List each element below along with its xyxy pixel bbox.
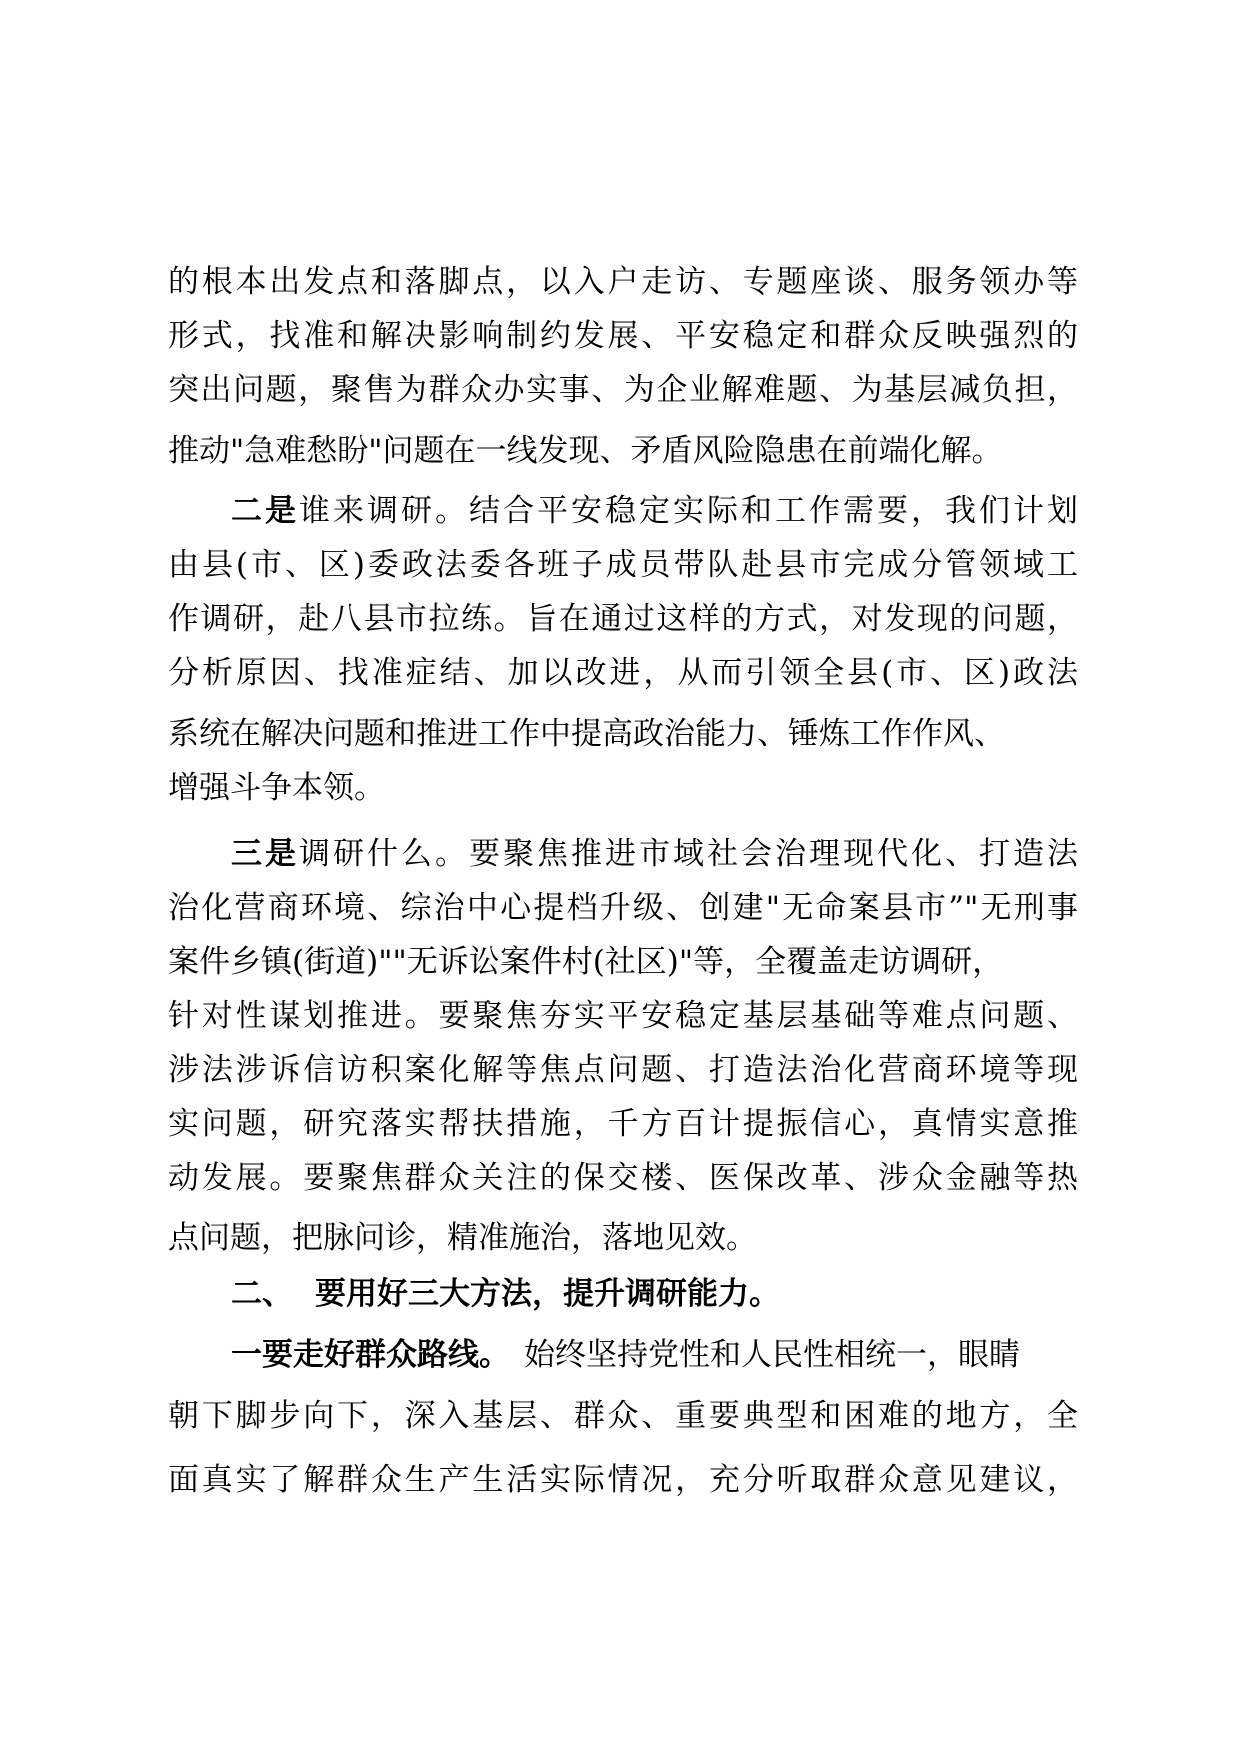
paragraph-line: 点问题，把脉问诊，精准施治，落地见效。 <box>168 1220 757 1256</box>
paragraph-line: 针对性谋划推进。要聚焦夯实平安稳定基层基础等难点问题、 <box>168 998 1078 1034</box>
heading-number: 二、 <box>231 1276 293 1312</box>
paragraph-line <box>231 830 1078 878</box>
paragraph-line: 作调研，赴八县市拉练。旨在通过这样的方式，对发现的问题， <box>168 601 1078 637</box>
paragraph-line: 系统在解决问题和推进工作中提高政治能力、锤炼工作作风、 <box>168 716 1005 752</box>
paragraph-line: 分析原因、找准症结、加以改进，从而引领全县(市、区)政法 <box>168 655 1078 691</box>
section-heading <box>231 1270 1078 1318</box>
point-lead: 二是 <box>231 493 299 529</box>
paragraph-line: 动发展。要聚焦群众关注的保交楼、医保改革、涉众金融等热 <box>168 1160 1078 1196</box>
paragraph-line: 面真实了解群众生产生活实际情况，充分听取群众意见建议， <box>168 1462 1078 1498</box>
paragraph-line: 治化营商环境、综治中心提档升级、创建"无命案县市”"无刑事 <box>168 890 1078 926</box>
point-lead: 一要走好群众路线。 <box>231 1337 510 1373</box>
paragraph-line <box>231 1331 1078 1379</box>
paragraph-line: 朝下脚步向下，深入基层、群众、重要典型和困难的地方，全 <box>168 1398 1078 1434</box>
paragraph-line: 案件乡镇(街道)""无诉讼案件村(社区)"等，全覆盖走访调研， <box>168 944 1004 980</box>
point-lead: 三是 <box>231 836 299 872</box>
paragraph-line: 形式，找准和解决影响制约发展、平安稳定和群众反映强烈的 <box>168 318 1078 354</box>
paragraph-line: 增强斗争本领。 <box>168 770 385 806</box>
heading-text: 要用好三大方法，提升调研能力。 <box>315 1276 780 1312</box>
paragraph-line: 涉法涉诉信访积案化解等焦点问题、打造法治化营商环境等现 <box>168 1052 1078 1088</box>
paragraph-line: 实问题，研究落实帮扶措施，千方百计提振信心，真情实意推 <box>168 1106 1078 1142</box>
paragraph-line: 由县(市、区)委政法委各班子成员带队赴县市完成分管领域工 <box>168 547 1078 583</box>
paragraph-text: 始终坚持党性和人民性相统一，眼睛 <box>524 1337 1020 1373</box>
paragraph-text: 调研什么。要聚焦推进市域社会治理现代化、打造法 <box>299 836 1078 872</box>
paragraph-line: 的根本出发点和落脚点，以入户走访、专题座谈、服务领办等 <box>168 264 1078 300</box>
paragraph-text: 谁来调研。结合平安稳定实际和工作需要，我们计划 <box>299 493 1078 529</box>
paragraph-line <box>231 487 1078 535</box>
paragraph-line: 推动"急难愁盼"问题在一线发现、矛盾风险隐患在前端化解。 <box>168 433 1003 469</box>
paragraph-line: 突出问题，聚售为群众办实事、为企业解难题、为基层减负担， <box>168 372 1078 408</box>
